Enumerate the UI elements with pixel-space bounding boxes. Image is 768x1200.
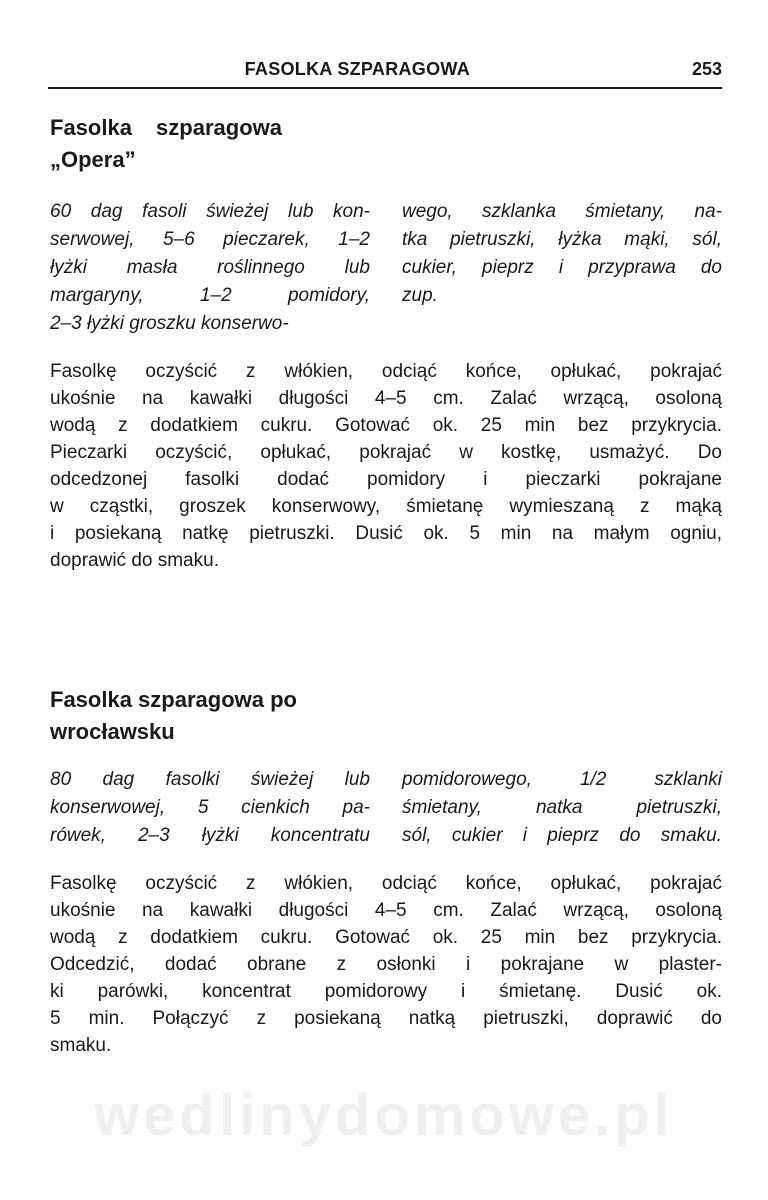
ingredient-line: 2–3 łyżki groszku konserwo- bbox=[50, 313, 289, 334]
recipe-title-line: wrocławsku bbox=[50, 719, 175, 744]
recipe-po-wroclawsku bbox=[50, 684, 722, 1059]
instruction-line: smaku. bbox=[50, 1035, 112, 1056]
page-number: 253 bbox=[691, 59, 722, 79]
recipe-title-line: Fasolka szparagowa po bbox=[50, 687, 297, 712]
ingredient-line: sól, cukier i pieprz do smaku. bbox=[402, 825, 722, 846]
instruction-line: ukośnie na kawałki długości 4–5 cm. Zalać wrzącą, osoloną bbox=[50, 388, 722, 409]
ingredient-line: łyżki masła roślinnego lub bbox=[50, 257, 370, 278]
ingredients-list bbox=[50, 766, 722, 850]
ingredient-line: pomidorowego, 1/2 szklanki bbox=[402, 769, 722, 790]
ingredient-line: konserwowej, 5 cienkich pa- bbox=[50, 797, 370, 818]
ingredients-column-left bbox=[50, 198, 370, 338]
ingredient-line: 80 dag fasolki świeżej lub bbox=[50, 769, 370, 790]
instruction-line: i posiekaną natkę pietruszki. Dusić ok. 5 min na małym ogniu, bbox=[50, 523, 722, 544]
running-title: FASOLKA SZPARAGOWA bbox=[244, 59, 470, 79]
instruction-line: wodą z dodatkiem cukru. Gotować ok. 25 min bez przykrycia. bbox=[50, 415, 722, 436]
ingredient-line: zup. bbox=[402, 285, 438, 306]
instruction-line: doprawić do smaku. bbox=[50, 550, 219, 571]
ingredients-list bbox=[50, 198, 722, 338]
instruction-line: w cząstki, groszek konserwowy, śmietanę wymieszaną z mąką bbox=[50, 496, 722, 517]
ingredient-line: 60 dag fasoli świeżej lub kon- bbox=[50, 201, 370, 222]
ingredient-line: tka pietruszki, łyżka mąki, sól, bbox=[402, 229, 722, 250]
recipe-title-line: „Opera” bbox=[50, 147, 136, 172]
instruction-line: 5 min. Połączyć z posiekaną natką pietruszki, doprawić do bbox=[50, 1008, 722, 1029]
ingredients-column-left bbox=[50, 766, 370, 850]
instructions-paragraph bbox=[50, 870, 722, 1059]
recipe-title-line: Fasolka szparagowa bbox=[50, 115, 282, 140]
ingredient-line: margaryny, 1–2 pomidory, bbox=[50, 285, 370, 306]
running-header bbox=[48, 57, 722, 89]
instructions-paragraph bbox=[50, 358, 722, 574]
ingredient-line: serwowej, 5–6 pieczarek, 1–2 bbox=[50, 229, 370, 250]
instruction-line: Odcedzić, dodać obrane z osłonki i pokrajane w plaster- bbox=[50, 954, 722, 975]
recipe-title bbox=[50, 684, 722, 748]
ingredient-line: cukier, pieprz i przyprawa do bbox=[402, 257, 722, 278]
ingredients-column-right bbox=[402, 198, 722, 338]
instruction-line: odcedzonej fasolki dodać pomidory i pieczarki pokrajane bbox=[50, 469, 722, 490]
ingredient-line: rówek, 2–3 łyżki koncentratu bbox=[50, 825, 370, 846]
ingredient-line: śmietany, natka pietruszki, bbox=[402, 797, 722, 818]
ingredients-column-right bbox=[402, 766, 722, 850]
instruction-line: ki parówki, koncentrat pomidorowy i śmietanę. Dusić ok. bbox=[50, 981, 722, 1002]
ingredient-line: wego, szklanka śmietany, na- bbox=[402, 201, 722, 222]
instruction-line: wodą z dodatkiem cukru. Gotować ok. 25 min bez przykrycia. bbox=[50, 927, 722, 948]
instruction-line: Fasolkę oczyścić z włókien, odciąć końce, opłukać, pokrajać bbox=[50, 873, 722, 894]
watermark: wedlinydomowe.pl bbox=[94, 1083, 674, 1148]
instruction-line: Fasolkę oczyścić z włókien, odciąć końce, opłukać, pokrajać bbox=[50, 361, 722, 382]
recipe-opera bbox=[50, 112, 722, 574]
instruction-line: Pieczarki oczyścić, opłukać, pokrajać w kostkę, usmażyć. Do bbox=[50, 442, 722, 463]
instruction-line: ukośnie na kawałki długości 4–5 cm. Zalać wrzącą, osoloną bbox=[50, 900, 722, 921]
recipe-title bbox=[50, 112, 722, 176]
